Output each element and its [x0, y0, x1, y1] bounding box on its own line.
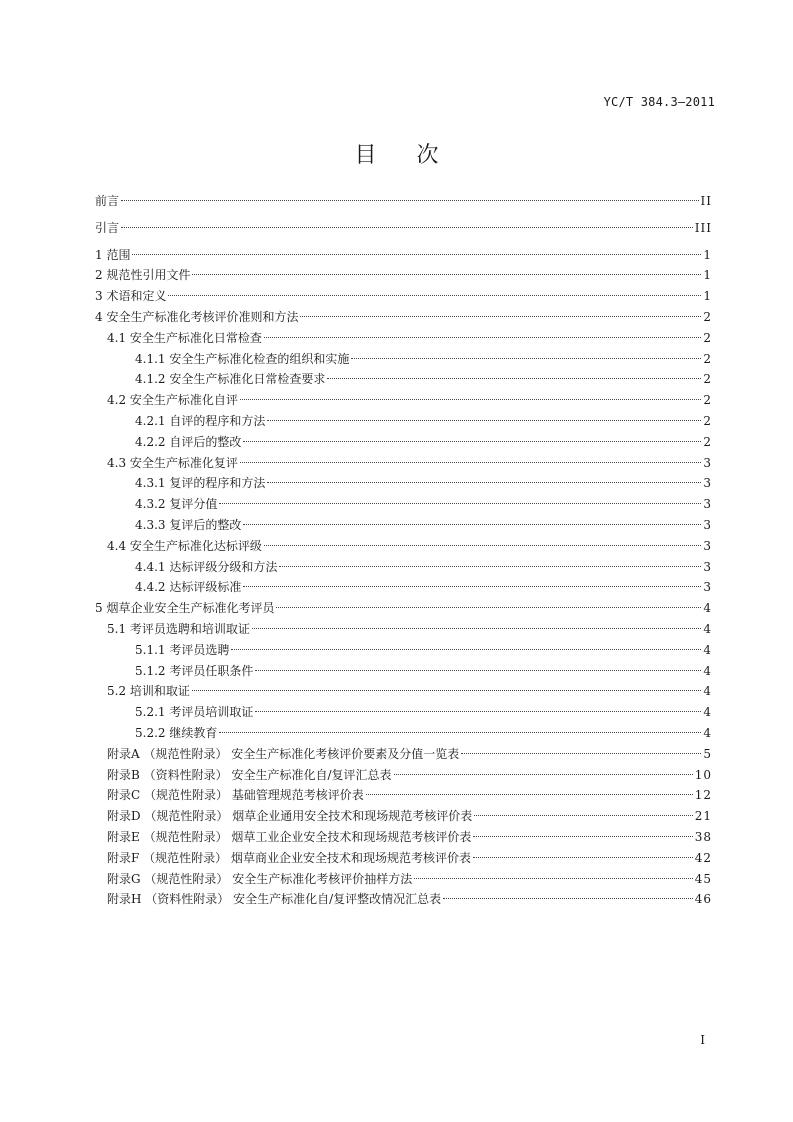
toc-entry-page: 45: [694, 871, 712, 886]
dot-leader: [443, 898, 693, 899]
toc-entry-label: 5.1.1 考评员选聘: [135, 642, 230, 657]
toc-entry-label: 4.4.2 达标评级标准: [135, 580, 242, 595]
dot-leader: [351, 358, 701, 359]
toc-entry[interactable]: [95, 245, 712, 266]
toc-entry-label: 附录E （规范性附录） 烟草工业企业安全技术和现场规范考核评价表: [107, 829, 472, 844]
toc-entry[interactable]: [95, 889, 712, 910]
toc-entry-label: 4.1 安全生产标准化日常检查: [107, 330, 262, 345]
toc-entry-label: 5 烟草企业安全生产标准化考评员: [95, 601, 275, 616]
toc-entry-label: 前言: [95, 194, 120, 208]
toc-entry[interactable]: [95, 827, 712, 848]
toc-entry-label: 5.1.2 考评员任职条件: [135, 663, 254, 678]
toc-entry-page: III: [694, 220, 712, 235]
toc-entry-page: 4: [703, 684, 712, 699]
dot-leader: [473, 836, 692, 837]
toc-entry-page: 2: [703, 309, 712, 324]
toc-entry-label: 5.2 培训和取证: [107, 684, 190, 699]
dot-leader: [132, 254, 701, 255]
dot-leader: [168, 295, 701, 296]
toc-entry-page: 3: [703, 517, 712, 532]
toc-entry-page: 5: [703, 746, 712, 761]
table-of-contents: [95, 191, 712, 910]
dot-leader: [243, 524, 701, 525]
toc-entry-page: 2: [703, 393, 712, 408]
toc-entry-page: 2: [703, 413, 712, 428]
toc-entry-label: 5.2.1 考评员培训取证: [135, 705, 254, 720]
dot-leader: [264, 545, 701, 546]
toc-entry-label: 4.1.1 安全生产标准化检查的组织和实施: [135, 351, 350, 366]
toc-entry-label: 附录G （规范性附录） 安全生产标准化考核评价抽样方法: [107, 871, 413, 886]
toc-entry[interactable]: [95, 681, 712, 702]
toc-entry-page: 46: [694, 892, 712, 907]
toc-entry[interactable]: [95, 723, 712, 744]
toc-entry-label: 附录A （规范性附录） 安全生产标准化考核评价要素及分值一览表: [107, 746, 460, 761]
toc-entry-label: 5.2.2 继续教育: [135, 725, 218, 740]
toc-entry[interactable]: [95, 536, 712, 557]
dot-leader: [394, 774, 693, 775]
toc-entry-page: 2: [703, 372, 712, 387]
toc-entry-label: 附录F （规范性附录） 烟草商业企业安全技术和现场规范考核评价表: [107, 850, 471, 865]
toc-entry[interactable]: [95, 744, 712, 765]
toc-entry[interactable]: [95, 369, 712, 390]
dot-leader: [243, 441, 701, 442]
dot-leader: [219, 503, 701, 504]
toc-entry[interactable]: [95, 494, 712, 515]
toc-entry-label: 4.4.1 达标评级分级和方法: [135, 559, 278, 574]
dot-leader: [279, 566, 701, 567]
toc-entry[interactable]: [95, 191, 712, 212]
toc-entry-label: 4.2 安全生产标准化自评: [107, 393, 238, 408]
toc-entry[interactable]: [95, 869, 712, 890]
toc-entry[interactable]: [95, 286, 712, 307]
dot-leader: [255, 670, 701, 671]
toc-entry-label: 3 术语和定义: [95, 289, 167, 304]
dot-leader: [276, 607, 701, 608]
dot-leader: [240, 399, 701, 400]
toc-entry-label: 4.4 安全生产标准化达标评级: [107, 538, 262, 553]
toc-entry-label: 2 规范性引用文件: [95, 268, 191, 283]
toc-entry-page: 3: [703, 580, 712, 595]
toc-entry-page: 3: [703, 497, 712, 512]
dot-leader: [327, 378, 701, 379]
toc-entry[interactable]: [95, 848, 712, 869]
dot-leader: [461, 753, 701, 754]
toc-entry-label: 附录D （规范性附录） 烟草企业通用安全技术和现场规范考核评价表: [107, 809, 473, 824]
toc-entry-page: 1: [703, 289, 712, 304]
document-code: YC/T 384.3—2011: [603, 95, 715, 109]
dot-leader: [264, 337, 701, 338]
toc-entry-page: 2: [703, 330, 712, 345]
toc-entry-page: 4: [703, 642, 712, 657]
dot-leader: [121, 227, 693, 228]
dot-leader: [192, 274, 701, 275]
toc-entry-page: 1: [703, 247, 712, 262]
dot-leader: [474, 815, 692, 816]
toc-entry[interactable]: [95, 785, 712, 806]
toc-entry-page: 3: [703, 455, 712, 470]
toc-entry-page: 2: [703, 434, 712, 449]
toc-entry[interactable]: [95, 702, 712, 723]
toc-entry[interactable]: [95, 265, 712, 286]
toc-entry[interactable]: [95, 328, 712, 349]
dot-leader: [243, 586, 701, 587]
toc-entry-page: 2: [703, 351, 712, 366]
toc-entry[interactable]: [95, 349, 712, 370]
dot-leader: [240, 462, 701, 463]
toc-entry-page: 3: [703, 559, 712, 574]
dot-leader: [300, 316, 701, 317]
toc-entry-label: 4.3 安全生产标准化复评: [107, 455, 238, 470]
toc-entry[interactable]: [95, 557, 712, 578]
toc-entry[interactable]: [95, 432, 712, 453]
toc-entry-page: 4: [703, 601, 712, 616]
toc-entry-page: 10: [694, 767, 712, 782]
toc-entry-page: 42: [694, 850, 712, 865]
toc-entry-label: 4.2.2 自评后的整改: [135, 434, 242, 449]
toc-entry[interactable]: [95, 390, 712, 411]
toc-entry-label: 引言: [95, 220, 120, 235]
toc-entry[interactable]: [95, 661, 712, 682]
page-number: I: [700, 1033, 705, 1047]
toc-entry-label: 4.3.3 复评后的整改: [135, 517, 242, 532]
toc-entry-page: 38: [694, 829, 712, 844]
toc-entry[interactable]: [95, 473, 712, 494]
toc-entry[interactable]: [95, 453, 712, 474]
toc-entry-label: 附录B （资料性附录） 安全生产标准化自/复评汇总表: [107, 767, 392, 782]
toc-entry[interactable]: [95, 806, 712, 827]
toc-entry-label: 4 安全生产标准化考核评价准则和方法: [95, 309, 299, 324]
toc-entry-label: 附录C （规范性附录） 基础管理规范考核评价表: [107, 788, 364, 803]
toc-entry[interactable]: [95, 619, 712, 640]
dot-leader: [366, 794, 693, 795]
toc-entry-page: 4: [703, 621, 712, 636]
toc-entry-page: II: [700, 194, 712, 208]
dot-leader: [267, 420, 701, 421]
toc-entry[interactable]: [95, 218, 712, 239]
toc-entry-page: 3: [703, 538, 712, 553]
toc-entry[interactable]: [95, 515, 712, 536]
toc-entry-page: 4: [703, 705, 712, 720]
toc-entry-page: 12: [694, 788, 712, 803]
toc-entry-label: 4.1.2 安全生产标准化日常检查要求: [135, 372, 326, 387]
toc-entry[interactable]: [95, 577, 712, 598]
dot-leader: [192, 690, 701, 691]
toc-entry[interactable]: [95, 411, 712, 432]
toc-entry-page: 4: [703, 725, 712, 740]
toc-entry-label: 4.3.2 复评分值: [135, 497, 218, 512]
dot-leader: [219, 732, 701, 733]
dot-leader: [255, 711, 701, 712]
toc-entry-label: 5.1 考评员选聘和培训取证: [107, 621, 250, 636]
toc-entry[interactable]: [95, 765, 712, 786]
toc-entry-label: 4.2.1 自评的程序和方法: [135, 413, 266, 428]
toc-entry-page: 1: [703, 268, 712, 283]
dot-leader: [267, 482, 701, 483]
toc-entry-page: 21: [694, 809, 712, 824]
toc-entry-page: 4: [703, 663, 712, 678]
toc-entry-page: 3: [703, 476, 712, 491]
dot-leader: [414, 878, 693, 879]
toc-entry[interactable]: [95, 640, 712, 661]
dot-leader: [473, 857, 693, 858]
toc-entry[interactable]: [95, 307, 712, 328]
toc-entry-label: 1 范围: [95, 247, 131, 262]
page-title: 目次: [354, 143, 479, 168]
dot-leader: [231, 649, 701, 650]
toc-entry-label: 附录H （资料性附录） 安全生产标准化自/复评整改情况汇总表: [107, 892, 442, 907]
dot-leader: [121, 200, 699, 201]
toc-entry-label: 4.3.1 复评的程序和方法: [135, 476, 266, 491]
dot-leader: [252, 628, 701, 629]
toc-entry[interactable]: [95, 598, 712, 619]
